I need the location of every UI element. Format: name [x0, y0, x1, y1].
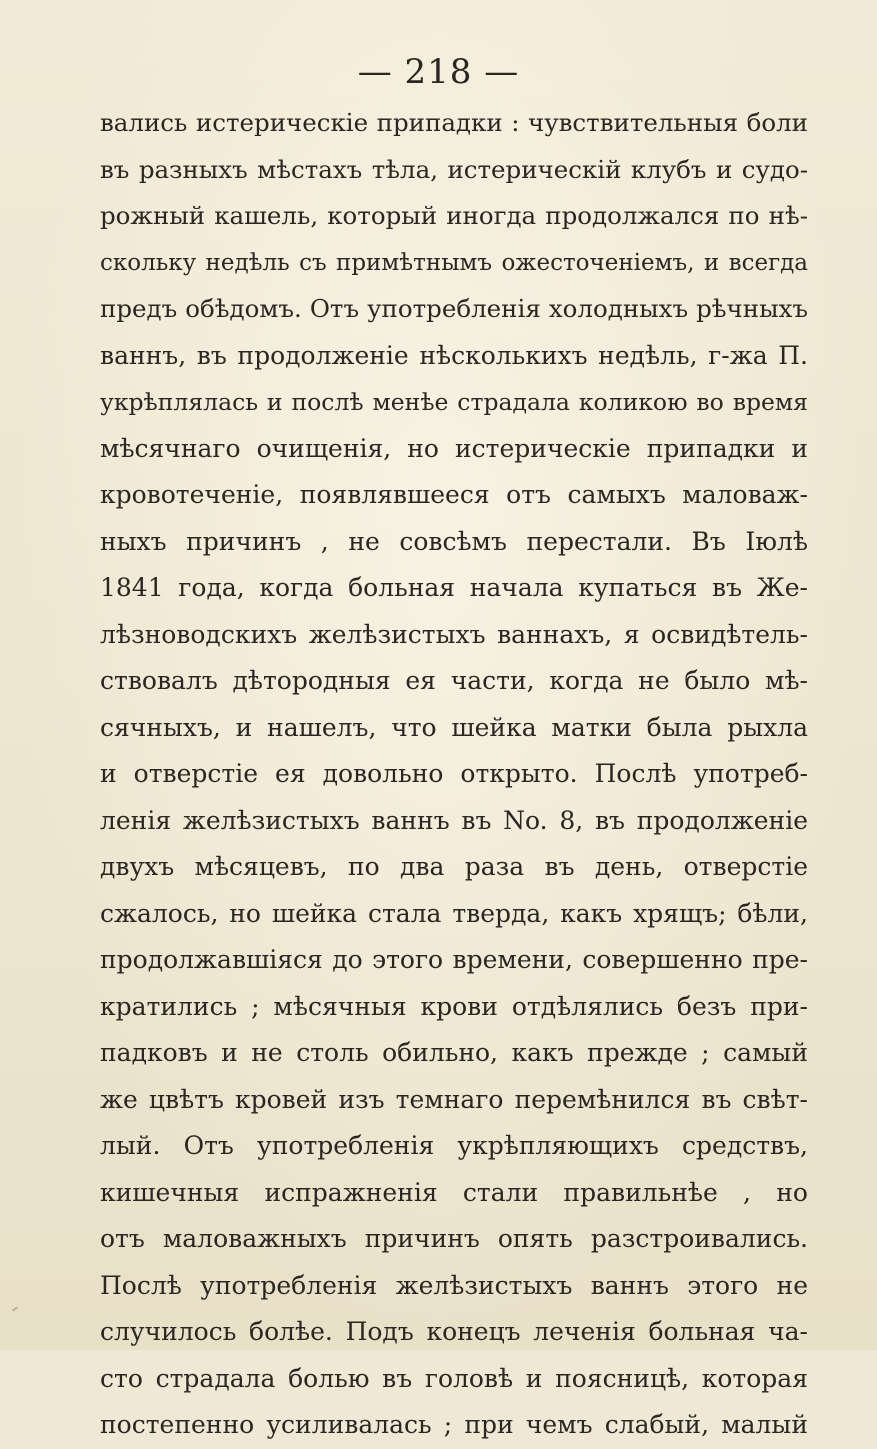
text-line: въ разныхъ мѣстахъ тѣла, истерическій клубъ и судо- [100, 154, 808, 184]
text-line: двухъ мѣсяцевъ, по два раза въ день, отверстіе [100, 852, 808, 881]
text-line: вались истерическіе припадки : чувствительныя боли [100, 108, 808, 137]
text-line: отъ маловажныхъ причинъ опять разстроивались. [100, 1224, 808, 1253]
text-line: ваннъ, въ продолженіе нѣсколькихъ недѣль, г-жа П. [100, 340, 808, 370]
text-line: кишечныя испражненія стали правильнѣе , но [100, 1177, 808, 1207]
text-line: сжалось, но шейка стала тверда, какъ хрящъ; бѣли, [100, 898, 808, 928]
text-line: лый. Отъ употребленія укрѣпляющихъ средствъ, [100, 1131, 808, 1160]
text-line: кровотеченіе, появлявшееся отъ самыхъ маловаж- [100, 480, 808, 509]
text-line: сячныхъ, и нашелъ, что шейка матки была рыхла [100, 712, 808, 742]
text-line: падковъ и не столь обильно, какъ прежде ; самый [100, 1038, 808, 1067]
text-line: постепенно усиливалась ; при чемъ слабый, малый [100, 1410, 808, 1439]
text-line: продолжавшіяся до этого времени, совершенно пре- [100, 945, 808, 974]
text-line: предъ обѣдомъ. Отъ употребленія холодныхъ рѣчныхъ [100, 294, 808, 323]
text-line: укрѣплялась и послѣ менѣе страдала коликою во время [100, 388, 808, 416]
paper-speck [12, 1306, 18, 1311]
text-line: 1841 года, когда больная начала купаться въ Же- [100, 573, 808, 602]
text-line: ныхъ причинъ , не совсѣмъ перестали. Въ Іюлѣ [100, 526, 808, 556]
text-line: сто страдала болью въ головѣ и поясницѣ, которая [100, 1363, 808, 1393]
body-text [100, 100, 808, 1449]
text-line: же цвѣтъ кровей изъ темнаго перемѣнился въ свѣт- [100, 1084, 808, 1114]
text-line: кратились ; мѣсячныя крови отдѣлялись безъ при- [100, 991, 808, 1021]
text-line: случилось болѣе. Подъ конецъ леченія больная ча- [100, 1317, 808, 1346]
text-line: скольку недѣль съ примѣтнымъ ожесточеніемъ, и всегда [100, 249, 808, 276]
text-line: рожный кашель, который иногда продолжался по нѣ- [100, 201, 808, 230]
text-line: лѣзноводскихъ желѣзистыхъ ваннахъ, я освидѣтель- [100, 619, 808, 649]
text-line: Послѣ употребленія желѣзистыхъ ваннъ этого не [100, 1270, 808, 1300]
text-line: и отверстіе ея довольно открыто. Послѣ употреб- [100, 759, 808, 788]
text-line: мѣсячнаго очищенія, но истерическіе припадки и [100, 433, 808, 463]
page-number: — 218 — [357, 52, 520, 92]
text-line: ствовалъ дѣтородныя ея части, когда не было мѣ- [100, 666, 808, 695]
text-line: ленія желѣзистыхъ ваннъ въ No. 8, въ продолженіе [100, 805, 808, 835]
